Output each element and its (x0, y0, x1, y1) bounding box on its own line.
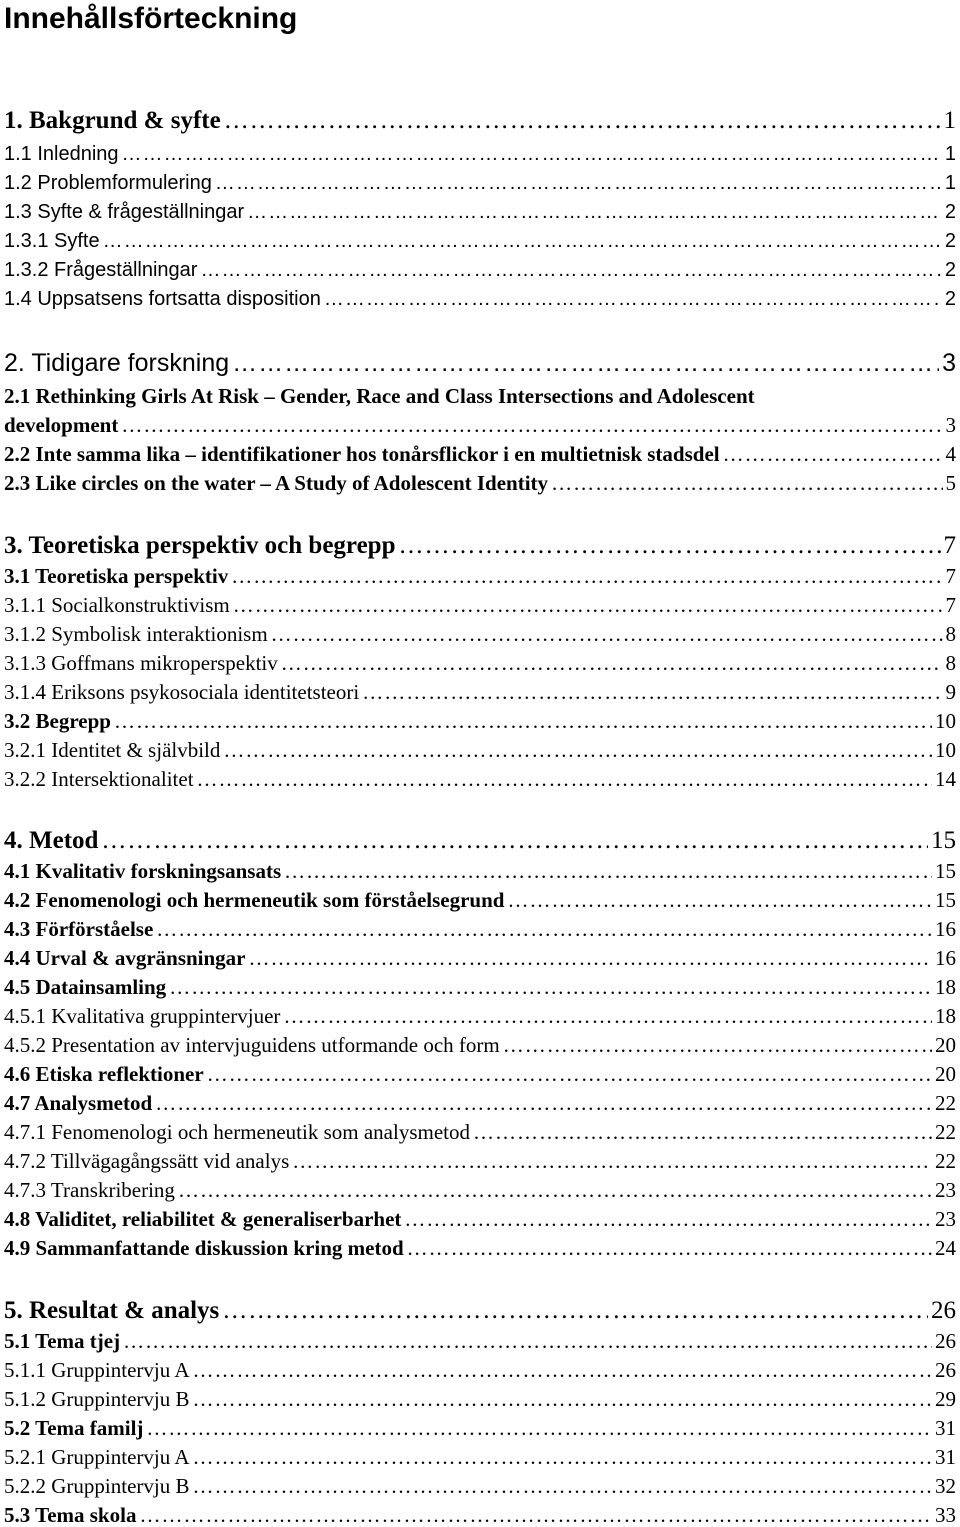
toc-entry-page-number: 22 (935, 1120, 956, 1144)
toc-entry-page-number: 8 (945, 622, 956, 646)
toc-entry-label: 4.2 Fenomenologi och hermeneutik som förståelsegrund (4, 888, 505, 912)
dot-leader (192, 1473, 932, 1499)
dot-leader (507, 887, 932, 913)
toc-entry-label: 4.8 Validitet, reliabilitet & generaliserbarhet (4, 1207, 402, 1231)
toc-entry[interactable] (4, 1235, 956, 1261)
toc-entry[interactable] (4, 858, 956, 884)
dot-leader (247, 199, 942, 225)
dot-leader (473, 1119, 932, 1145)
toc-entry-page-number: 33 (935, 1503, 956, 1527)
toc-entry-label: 5.2.2 Gruppintervju B (4, 1474, 190, 1498)
toc-entry-label: 1.1 Inledning (4, 143, 119, 165)
toc-entry[interactable] (4, 592, 956, 618)
dot-leader (156, 916, 932, 942)
toc-entry-page-number: 23 (935, 1207, 956, 1231)
toc-entry-label: 2.2 Inte samma lika – identifikationer hos tonårsflickor i en multietnisk stadsdel (4, 442, 720, 466)
toc-entry-page-number: 23 (935, 1178, 956, 1202)
toc-entry-page-number: 9 (945, 680, 956, 704)
toc-entry-label: 4.4 Urval & avgränsningar (4, 946, 246, 970)
toc-entry-page-number: 20 (935, 1033, 956, 1057)
dot-leader (155, 1090, 932, 1116)
toc-entry-label: 4.7.1 Fenomenologi och hermeneutik som analysmetod (4, 1120, 470, 1144)
toc-entry-page-number: 26 (931, 1297, 956, 1324)
dot-leader (723, 441, 943, 467)
dot-leader (224, 108, 941, 134)
toc-entry-label: 4.1 Kvalitativ forskningsansats (4, 859, 282, 883)
toc-entry[interactable] (4, 974, 956, 1000)
toc-entry[interactable] (4, 887, 956, 913)
toc-entry-page-number: 31 (935, 1445, 956, 1469)
toc-entry[interactable] (4, 1328, 956, 1354)
toc-entry-page-number: 2 (944, 201, 956, 223)
dot-leader (200, 257, 941, 283)
toc-entry[interactable] (4, 737, 956, 763)
dot-leader (146, 1415, 932, 1441)
toc-entry-page-number: 24 (935, 1236, 956, 1260)
toc-entry-page-number: 7 (945, 564, 956, 588)
dot-leader (362, 679, 942, 705)
toc-entry-label: 5.2 Tema familj (4, 1416, 144, 1440)
dot-leader (551, 470, 942, 496)
toc-entry[interactable] (4, 1444, 956, 1470)
toc-entry-label: 4.7 Analysmetod (4, 1091, 153, 1115)
toc-entry[interactable] (4, 470, 956, 496)
toc-entry[interactable] (4, 1061, 956, 1087)
dot-leader (283, 1003, 932, 1029)
toc-entry-page-number: 31 (935, 1416, 956, 1440)
toc-entry[interactable] (4, 945, 956, 971)
dot-leader (407, 1235, 932, 1261)
dot-leader (123, 1328, 932, 1354)
toc-entry-label: 2.1 Rethinking Girls At Risk – Gender, Race and Class Intersections and Adolescent (4, 384, 755, 408)
toc-entry[interactable] (4, 199, 956, 225)
dot-leader (249, 945, 933, 971)
toc-entry-page-number: 26 (935, 1358, 956, 1382)
toc-entry-page-number: 22 (935, 1091, 956, 1115)
toc-entry-label: 1.3.2 Frågeställningar (4, 259, 198, 281)
toc-entry-label: 1.2 Problemformulering (4, 172, 212, 194)
toc-entry[interactable] (4, 1502, 956, 1527)
toc-entry[interactable] (4, 766, 956, 792)
dot-leader (223, 737, 932, 763)
dot-leader (281, 650, 943, 676)
toc-entry[interactable] (4, 828, 956, 854)
toc-entry-label: 4.7.3 Transkribering (4, 1178, 175, 1202)
toc-entry-page-number: 4 (945, 442, 956, 466)
toc-entry-page-number: 14 (935, 767, 956, 791)
toc-entry-label: 2. Tidigare forskning (4, 349, 230, 377)
toc-entry-label: development (4, 413, 119, 437)
toc-entry-label: 3.2 Begrepp (4, 709, 111, 733)
toc-entry-page-number: 32 (935, 1474, 956, 1498)
page-title: Innehållsförteckning (4, 2, 298, 35)
dot-leader (215, 170, 942, 196)
toc-entry-label: 5. Resultat & analys (4, 1297, 220, 1324)
dot-leader (121, 412, 942, 438)
toc-entry-page-number: 2 (944, 259, 956, 281)
dot-leader (197, 766, 932, 792)
toc-entry-label: 4. Metod (4, 827, 99, 854)
toc-entry-page-number: 15 (935, 859, 956, 883)
dot-leader (292, 1148, 932, 1174)
toc-entry-page-number: 16 (935, 917, 956, 941)
toc-entry[interactable] (4, 1386, 956, 1412)
toc-entry[interactable] (4, 412, 956, 438)
toc-entry[interactable] (4, 286, 956, 312)
toc-entry-label: 5.1.2 Gruppintervju B (4, 1387, 190, 1411)
toc-entry[interactable] (4, 1177, 956, 1203)
toc-entry[interactable] (4, 708, 956, 734)
toc-entry[interactable] (4, 141, 956, 167)
toc-entry-label: 2.3 Like circles on the water – A Study of Adolescent Identity (4, 471, 549, 495)
dot-leader (192, 1444, 932, 1470)
dot-leader (139, 1502, 932, 1527)
toc-entry[interactable] (4, 383, 956, 409)
toc-entry[interactable] (4, 563, 956, 589)
dot-leader (103, 228, 942, 254)
toc-entry[interactable] (4, 1119, 956, 1145)
toc-entry[interactable] (4, 228, 956, 254)
dot-leader (114, 708, 932, 734)
dot-leader (192, 1357, 932, 1383)
toc-entry[interactable] (4, 1415, 956, 1441)
toc-entry[interactable] (4, 1090, 956, 1116)
toc-entry-label: 3.1.2 Symbolisk interaktionism (4, 622, 268, 646)
toc-entry[interactable] (4, 1357, 956, 1383)
toc-entry-label: 1.3 Syfte & frågeställningar (4, 201, 245, 223)
toc-entry-page-number: 3 (945, 413, 956, 437)
toc-entry-page-number: 16 (935, 946, 956, 970)
dot-leader (324, 286, 942, 312)
toc-entry-page-number: 1 (944, 143, 956, 165)
toc-entry-label: 3.2.2 Intersektionalitet (4, 767, 194, 791)
toc-entry[interactable] (4, 1148, 956, 1174)
dot-leader (169, 974, 932, 1000)
toc-entry-page-number: 2 (944, 230, 956, 252)
toc-entry[interactable] (4, 1206, 956, 1232)
toc-entry[interactable] (4, 1473, 956, 1499)
toc-entry-label: 1.3.1 Syfte (4, 230, 100, 252)
dot-leader (192, 1386, 932, 1412)
toc-entry-label: 3.1.4 Eriksons psykosociala identitetsteori (4, 680, 360, 704)
toc-entry-label: 4.6 Etiska reflektioner (4, 1062, 204, 1086)
toc-entry-page-number: 22 (935, 1149, 956, 1173)
toc-entry-label: 5.3 Tema skola (4, 1503, 137, 1527)
toc-entry-label: 5.2.1 Gruppintervju A (4, 1445, 190, 1469)
toc-entry[interactable] (4, 441, 956, 467)
toc-entry[interactable] (4, 621, 956, 647)
toc-entry-page-number: 2 (944, 288, 956, 310)
dot-leader (271, 621, 943, 647)
dot-leader (404, 1206, 932, 1232)
toc-entry-label: 4.9 Sammanfattande diskussion kring metod (4, 1236, 404, 1260)
toc-entry-label: 4.5.2 Presentation av intervjuguidens utformande och form (4, 1033, 500, 1057)
dot-leader (284, 858, 932, 884)
toc-entry-page-number: 8 (945, 651, 956, 675)
dot-leader (178, 1177, 932, 1203)
dot-leader (233, 592, 943, 618)
toc-entry-label: 1. Bakgrund & syfte (4, 107, 221, 134)
toc-entry-label: 3.1.3 Goffmans mikroperspektiv (4, 651, 278, 675)
dot-leader (503, 1032, 932, 1058)
toc-entry[interactable] (4, 257, 956, 283)
dot-leader (398, 533, 940, 559)
toc-entry-label: 3.1.1 Socialkonstruktivism (4, 593, 230, 617)
toc-entry-page-number: 3 (942, 349, 956, 377)
dot-leader (101, 828, 928, 854)
toc-entry-page-number: 18 (935, 975, 956, 999)
toc-entry-page-number: 15 (931, 827, 956, 854)
toc-entry[interactable] (4, 1032, 956, 1058)
toc-entry-page-number: 10 (935, 709, 956, 733)
toc-entry-label: 1.4 Uppsatsens fortsatta disposition (4, 288, 321, 310)
toc-entry[interactable] (4, 1003, 956, 1029)
toc-entry-label: 4.3 Förförståelse (4, 917, 154, 941)
toc-entry-page-number: 29 (935, 1387, 956, 1411)
dot-leader (222, 1298, 928, 1324)
dot-leader (122, 141, 942, 167)
toc-entry-label: 4.5 Datainsamling (4, 975, 167, 999)
toc-entry-label: 4.5.1 Kvalitativa gruppintervjuer (4, 1004, 281, 1028)
toc-entry[interactable] (4, 108, 956, 134)
toc-entry-label: 3.2.1 Identitet & självbild (4, 738, 221, 762)
toc-entry-page-number: 7 (943, 532, 956, 559)
toc-entry[interactable] (4, 350, 956, 376)
toc-entry-page-number: 18 (935, 1004, 956, 1028)
toc-entry[interactable] (4, 533, 956, 559)
toc-entry-page-number: 1 (944, 172, 956, 194)
toc-entry-page-number: 10 (935, 738, 956, 762)
dot-leader (231, 563, 942, 589)
toc-entry[interactable] (4, 679, 956, 705)
toc-entry-page-number: 15 (935, 888, 956, 912)
toc-entry-page-number: 1 (943, 107, 956, 134)
toc-entry[interactable] (4, 170, 956, 196)
toc-entry-label: 4.7.2 Tillvägagångssätt vid analys (4, 1149, 290, 1173)
toc-entry-label: 3.1 Teoretiska perspektiv (4, 564, 229, 588)
dot-leader (232, 350, 939, 376)
toc-entry-label: 5.1.1 Gruppintervju A (4, 1358, 190, 1382)
toc-entry-label: 3. Teoretiska perspektiv och begrepp (4, 532, 396, 559)
toc-entry-page-number: 7 (945, 593, 956, 617)
toc-entry[interactable] (4, 916, 956, 942)
toc-entry-page-number: 26 (935, 1329, 956, 1353)
toc-entry[interactable] (4, 650, 956, 676)
toc-entry[interactable] (4, 1298, 956, 1324)
toc-entry-page-number: 20 (935, 1062, 956, 1086)
toc-entry-page-number: 5 (945, 471, 956, 495)
toc-entry-label: 5.1 Tema tjej (4, 1329, 121, 1353)
dot-leader (207, 1061, 932, 1087)
